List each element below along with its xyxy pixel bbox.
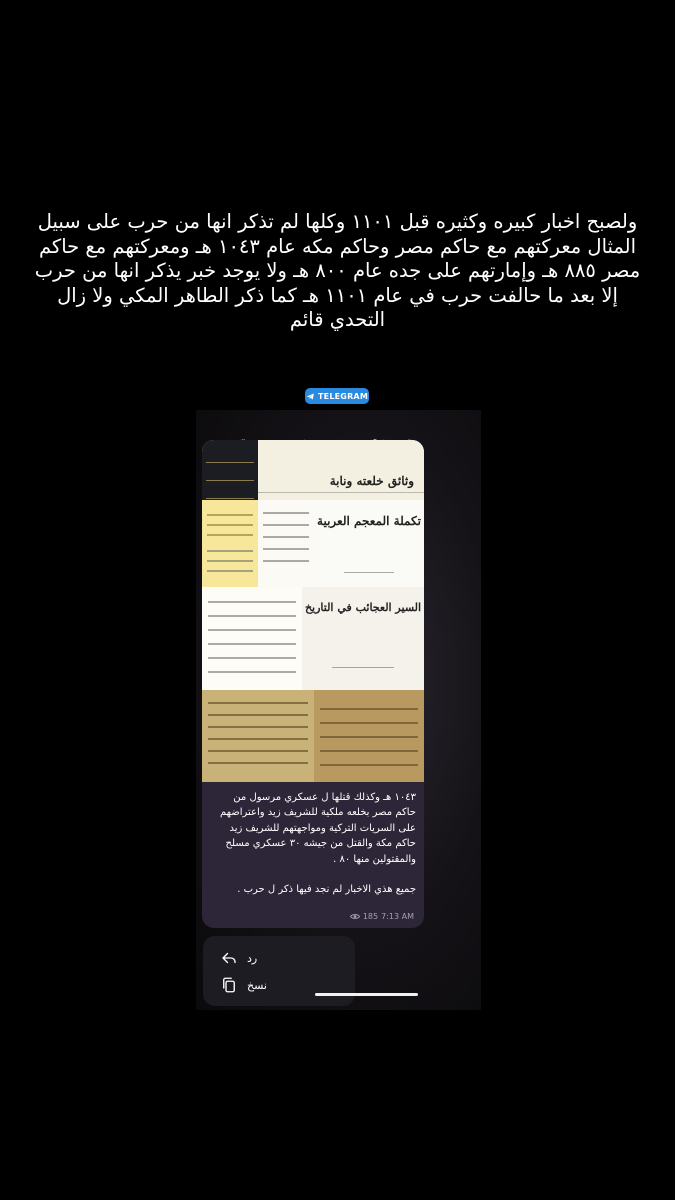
copy-icon [220,976,238,994]
poem-page-image [202,587,302,690]
document-strip-title: وثائق خلعته ونابة [329,474,414,488]
telegram-badge [305,388,369,404]
telegram-plane-icon [306,392,315,401]
telegram-badge-label: TELEGRAM [318,391,368,401]
manuscript-image-right [314,690,424,782]
view-count: 185 [362,912,379,921]
manuscript-image-left [202,690,314,782]
reply-label: رد [247,951,258,965]
document-strip-image [258,440,424,500]
message-meta [350,912,414,921]
story-caption: ولصبح اخبار كبيره وكثيره قبل ١١٠١ وكلها لم تذكر انها من حرب على سبيل المثال معركتهم مع حاكم مصر وحاكم مكه عام ١٠٤٣ هـ ومعركتهم مع حاكم مصر ٨٨٥ هـ وإمارتهم على جده عام ٨٠٠ هـ ولا يوجد خبر يذكر انها من حرب إلا بعد ما حالفت حرب في عام ١١٠١ هـ كما ذكر الطاهر المكي ولا زال التحدي قائم [34,210,641,331]
text-page-image [258,500,314,587]
book-title-page-image [302,587,424,690]
reply-menu-item[interactable] [203,945,355,971]
eye-icon [350,913,360,920]
calligraphy-image [202,440,258,500]
book-cover-image [314,500,424,587]
message-text [211,790,416,897]
book-title-page-title: السير العجائب في التاريخ [304,601,422,614]
home-indicator [315,993,418,996]
highlighted-page-image [202,500,258,587]
message-media-collage[interactable] [202,440,424,782]
copy-label: نسخ [247,978,267,992]
reply-icon [220,949,238,967]
book-cover-title: تكملة المعجم العربية [317,514,421,528]
message-paragraph-2: جميع هذي الاخبار لم نجد فيها ذكر ل حرب . [237,884,416,896]
message-paragraph-1: ١٠٤٣ هـ وكذلك قتلها ل عسكري مرسول من حاكم مصر بخلعه ملكية للشريف زيد واعتراضهم على السريات التركية ومواجهتهم للشريف زيد حاكم مكة والقتل من جيشه ٣٠ عسكري مسلح والمقتولين منها ٨٠ . [219,792,416,865]
message-bubble[interactable] [202,440,424,928]
message-time: 7:13 AM [381,912,414,921]
